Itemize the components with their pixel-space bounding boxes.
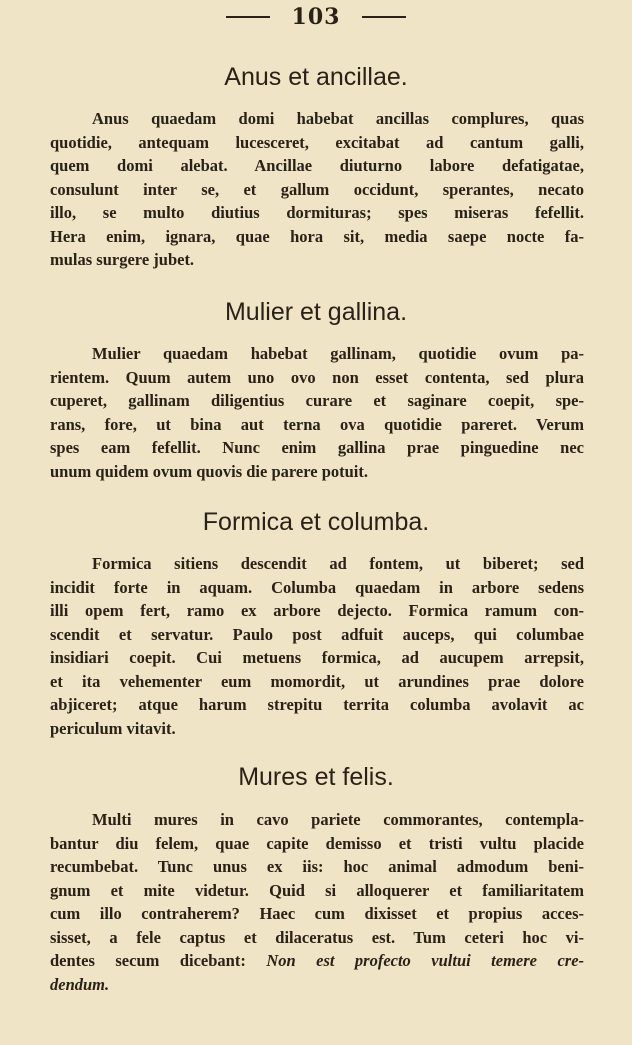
text-line: scendit et servatur. Paulo post adfuit auceps, qui columbae bbox=[50, 624, 584, 644]
text-line: Multi mures in cavo pariete commorantes, contempla- bbox=[92, 810, 584, 829]
text-line: consulunt inter se, et gallum occidunt, sperantes, necato bbox=[50, 179, 584, 199]
text-line: abjiceret; atque harum strepitu territa columba avolavit ac bbox=[50, 695, 584, 714]
text-line: dendum. bbox=[50, 974, 110, 994]
text-line: quotidie, antequam lucesceret, excitabat ad cantum galli, bbox=[50, 132, 584, 152]
text-line: rientem. Quum autem uno ovo non esset contenta, sed plura bbox=[50, 367, 584, 387]
text-line: gnum et mite videtur. Quid si alloquerer et familiaritatem bbox=[50, 880, 584, 900]
header-rule-right bbox=[362, 16, 406, 18]
text-line: rans, fore, ut bina aut terna ova quotidie pareret. Verum bbox=[50, 414, 584, 434]
page-number: 103 bbox=[291, 4, 341, 30]
text-line: Anus quaedam domi habebat ancillas complures, quas bbox=[92, 109, 584, 128]
text-line: periculum vitavit. bbox=[50, 718, 176, 738]
text-line: insidiari coepit. Cui metuens formica, ad aucupem arrepsit, bbox=[50, 648, 584, 667]
text-line: mulas surgere jubet. bbox=[50, 250, 195, 269]
section-title: Anus et ancillae. bbox=[224, 63, 408, 91]
section-paragraph bbox=[50, 107, 584, 272]
text-line: unum quidem ovum quovis die parere potuit. bbox=[50, 461, 368, 481]
text-line: cum illo contraherem? Haec cum dixisset et propius acces- bbox=[50, 904, 584, 923]
italic-text-span: Non est profecto vultui temere cre- bbox=[266, 951, 585, 970]
section-title: Formica et columba. bbox=[202, 508, 430, 536]
section-title: Mulier et gallina. bbox=[224, 298, 408, 326]
section-paragraph bbox=[50, 552, 584, 740]
text-line: incidit forte in aquam. Columba quaedam in arbore sedens bbox=[50, 577, 584, 597]
text-line: et ita vehementer eum momordit, ut arundines prae dolore bbox=[50, 671, 584, 691]
page-header bbox=[0, 4, 632, 30]
header-rule-left bbox=[226, 16, 270, 18]
section-paragraph bbox=[50, 342, 584, 483]
text-line: illi opem fert, ramo ex arbore dejecto. Formica ramum con- bbox=[50, 601, 584, 620]
text-line: quem domi alebat. Ancillae diuturno labore defatigatae, bbox=[50, 156, 584, 175]
section-title: Mures et felis. bbox=[238, 763, 394, 791]
text-line: cuperet, gallinam diligentius curare et saginare coepit, spe- bbox=[50, 391, 584, 410]
text-line: sisset, a fele captus et dilaceratus est. Tum ceteri hoc vi- bbox=[50, 927, 584, 947]
text-span: dentes secum dicebant: bbox=[50, 951, 246, 970]
text-line: spes eam fefellit. Nunc enim gallina prae pinguedine nec bbox=[50, 438, 584, 457]
text-line bbox=[50, 949, 584, 973]
text-line: illo, se multo diutius dormituras; spes miseras fefellit. bbox=[50, 203, 584, 222]
text-line: Mulier quaedam habebat gallinam, quotidie ovum pa- bbox=[92, 344, 584, 363]
section-paragraph bbox=[50, 808, 584, 996]
text-line: bantur diu felem, quae capite demisso et tristi vultu placide bbox=[50, 833, 584, 853]
text-line: recumbebat. Tunc unus ex iis: hoc animal admodum beni- bbox=[50, 857, 584, 876]
text-line: Hera enim, ignara, quae hora sit, media saepe nocte fa- bbox=[50, 226, 584, 246]
text-line: Formica sitiens descendit ad fontem, ut biberet; sed bbox=[92, 554, 584, 573]
